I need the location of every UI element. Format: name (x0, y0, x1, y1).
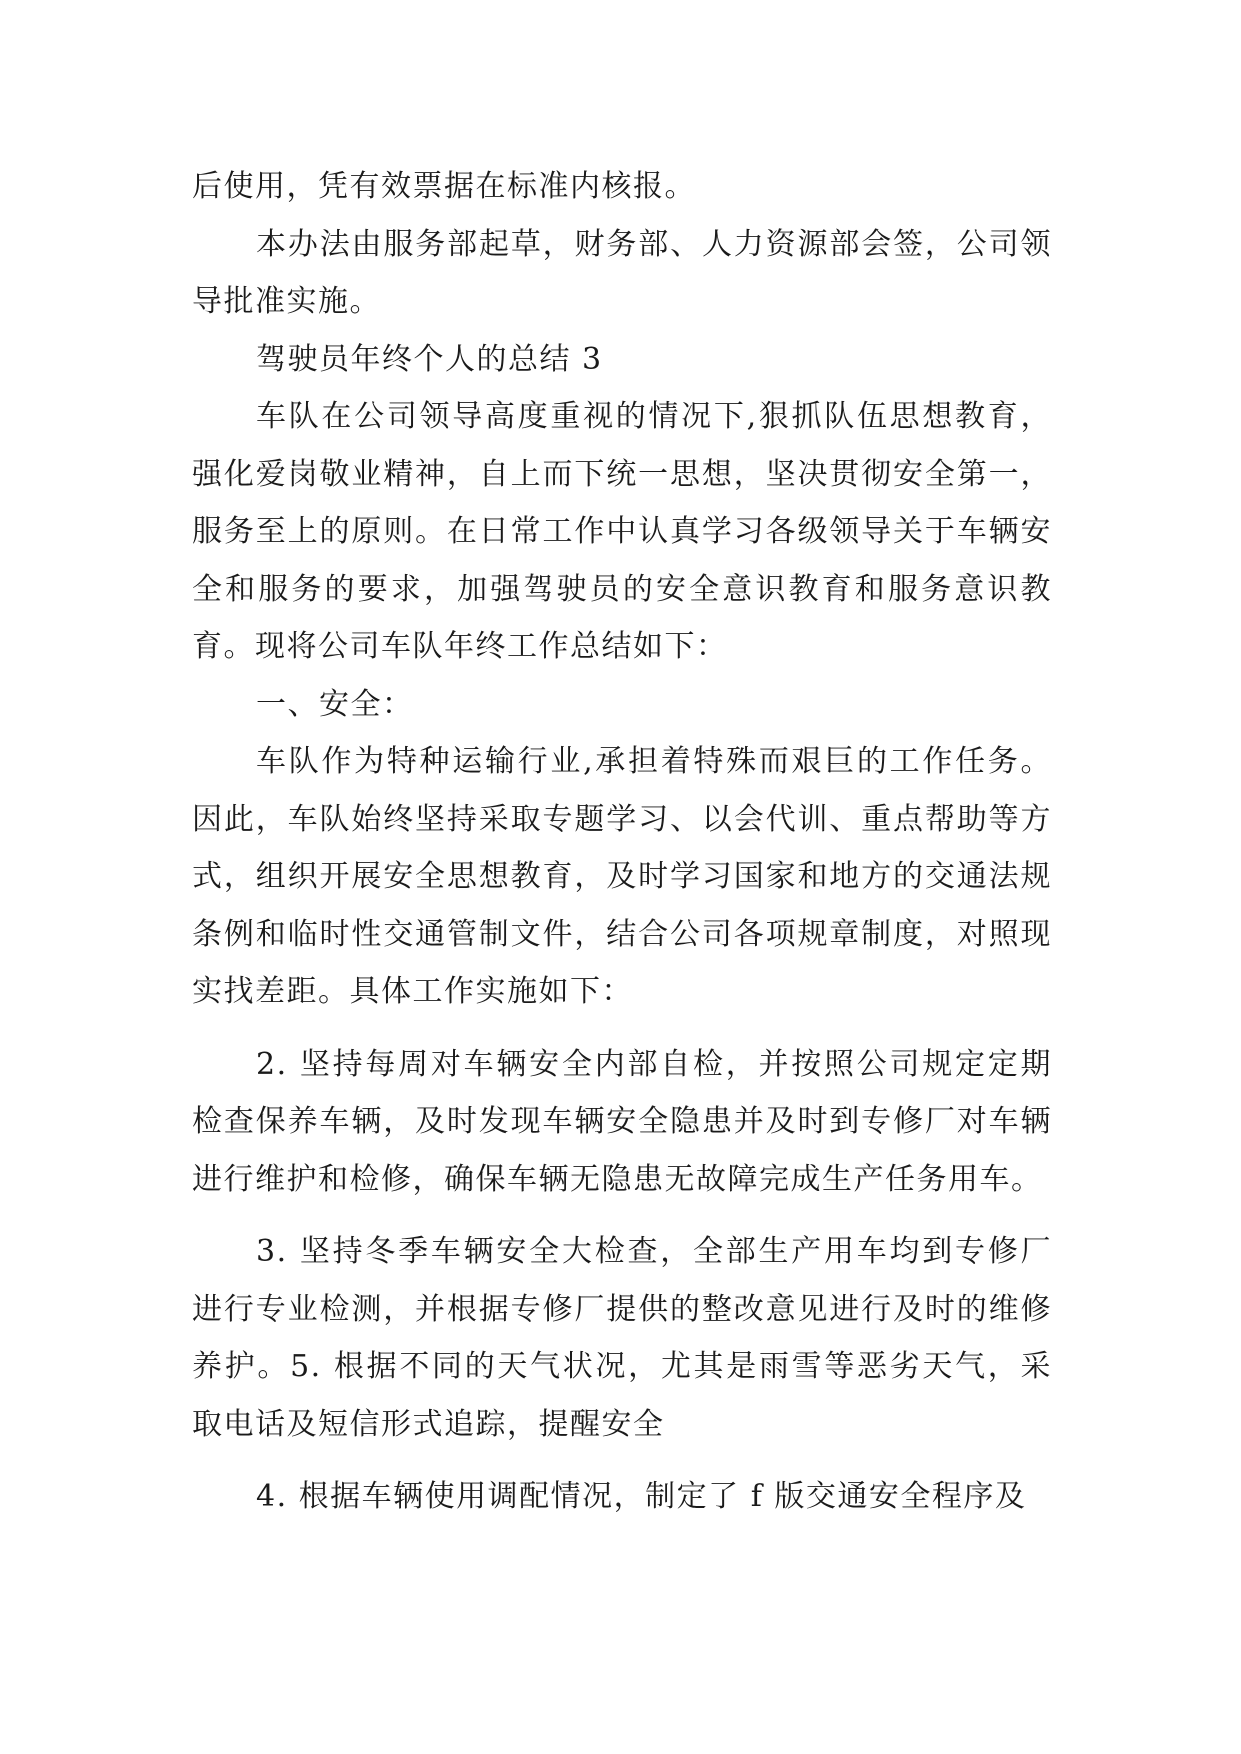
list-item-3-winter-inspection: 3. 坚持冬季车辆安全大检查，全部生产用车均到专修厂进行专业检测，并根据专修厂提供的整改意见进行及时的维修养护。5. 根据不同的天气状况，尤其是雨雪等恶劣天气，采取电话及短信形式追踪，提醒安全 (192, 1234, 1052, 1442)
section-heading-summary-3: 驾驶员年终个人的总结 3 (256, 341, 603, 377)
paragraph-approval: 本办法由服务部起草，财务部、人力资源部会签，公司领导批准实施。 (192, 226, 1052, 319)
paragraph-reimbursement-tail: 后使用，凭有效票据在标准内核报。 (192, 169, 696, 204)
paragraph-safety-education: 车队作为特种运输行业,承担着特殊而艰巨的工作任务。因此，车队始终坚持采取专题学习、以会代训、重点帮助等方式，组织开展安全思想教育，及时学习国家和地方的交通法规条例和临时性交通管制文件，结合公司各项规章制度，对照现实找差距。具体工作实施如下： (192, 744, 1052, 1009)
list-item-2-weekly-inspection: 2. 坚持每周对车辆安全内部自检，并按照公司规定定期检查保养车辆，及时发现车辆安全隐患并及时到专修厂对车辆进行维护和检修，确保车辆无隐患无故障完成生产任务用车。 (192, 1046, 1052, 1197)
document-body (192, 158, 1052, 1526)
paragraph-fleet-intro: 车队在公司领导高度重视的情况下,狠抓队伍思想教育，强化爱岗敬业精神，自上而下统一思想，坚决贯彻安全第一，服务至上的原则。在日常工作中认真学习各级领导关于车辆安全和服务的要求，加强驾驶员的安全意识教育和服务意识教育。现将公司车队年终工作总结如下： (192, 399, 1052, 664)
section-heading-safety: 一、安全： (256, 686, 414, 722)
list-item-4-traffic-program: 4. 根据车辆使用调配情况，制定了 f 版交通安全程序及 (256, 1479, 1027, 1514)
